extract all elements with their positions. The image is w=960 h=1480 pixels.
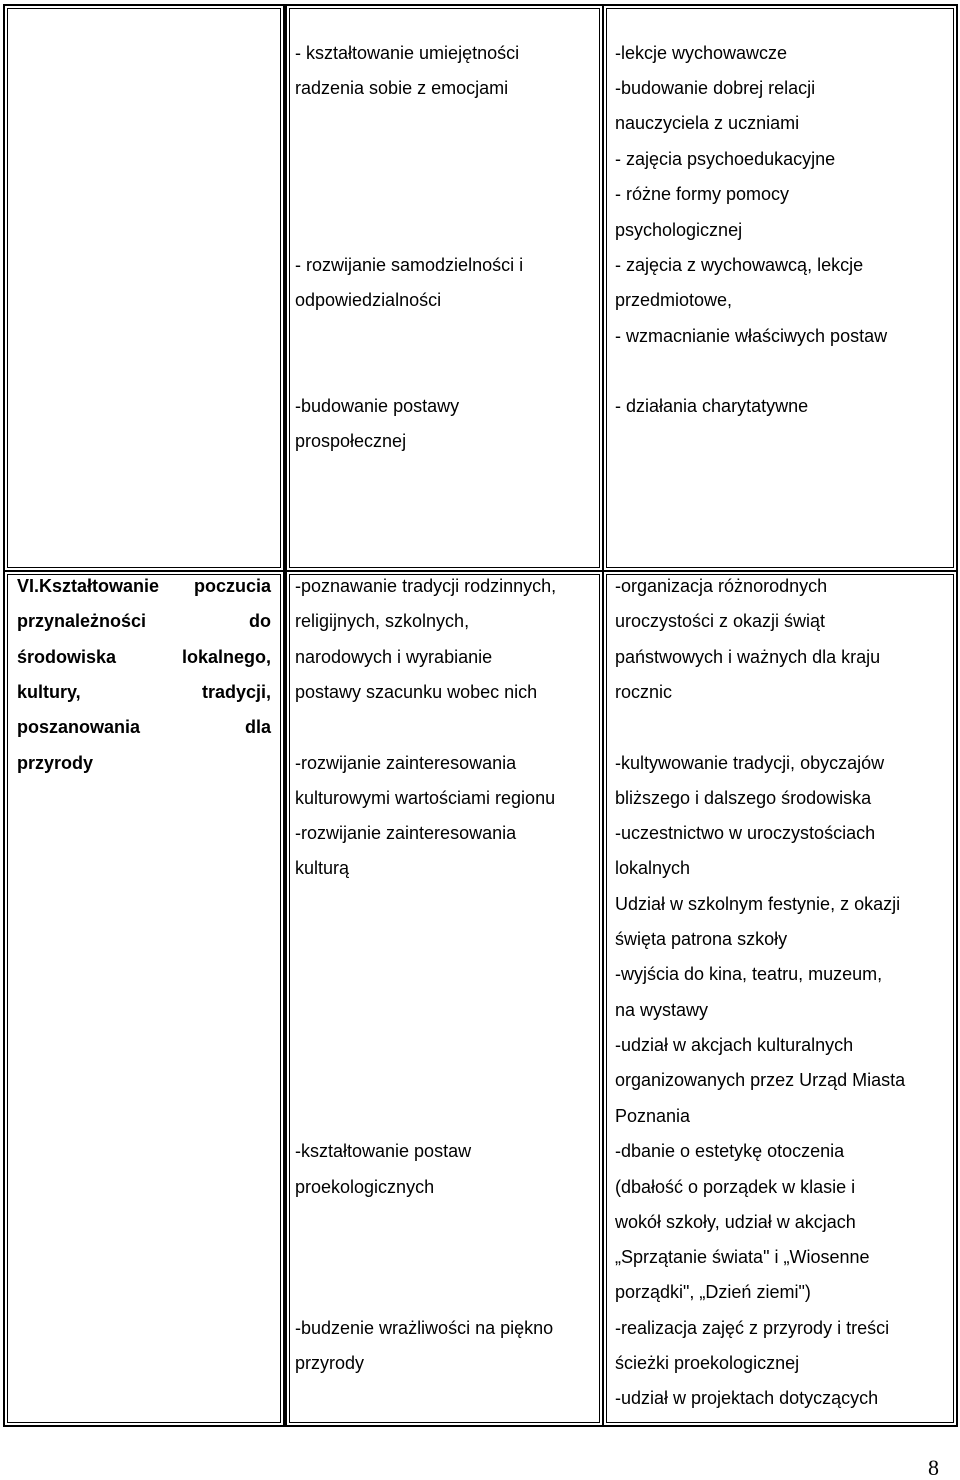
goal-line: narodowych i wyrabianie (295, 647, 493, 667)
action-line: (dbałość o porządek w klasie i (615, 1177, 856, 1197)
action-line: -organizacja różnorodnych (615, 576, 828, 596)
action-line: nauczyciela z uczniami (615, 113, 800, 133)
area-heading-line: przyrody (17, 753, 94, 773)
area-heading-line: przynależności do (17, 611, 271, 631)
goal-line: -poznawanie tradycji rodzinnych, (295, 576, 557, 596)
action-line: - różne formy pomocy (615, 184, 790, 204)
action-line: - zajęcia psychoedukacyjne (615, 149, 836, 169)
action-line: - działania charytatywne (615, 396, 809, 416)
action-line: organizowanych przez Urząd Miasta (615, 1070, 906, 1090)
action-line: psychologicznej (615, 220, 743, 240)
goal-line: proekologicznych (295, 1177, 435, 1197)
action-line: -lekcje wychowawcze (615, 43, 788, 63)
action-line: lokalnych (615, 858, 691, 878)
action-line: Poznania (615, 1106, 691, 1126)
goal-line: -rozwijanie zainteresowania (295, 753, 517, 773)
page-number: 8 (928, 1455, 939, 1480)
goal-line: kulturą (295, 858, 350, 878)
goal-line: przyrody (295, 1353, 365, 1373)
goal-line: prospołecznej (295, 431, 407, 451)
goal-line: - rozwijanie samodzielności i (295, 255, 524, 275)
action-line: porządki", „Dzień ziemi") (615, 1282, 811, 1302)
area-heading-line: poszanowania dla (17, 717, 271, 737)
action-line: -wyjścia do kina, teatru, muzeum, (615, 964, 883, 984)
action-line: -dbanie o estetykę otoczenia (615, 1141, 845, 1161)
action-line: państwowych i ważnych dla kraju (615, 647, 881, 667)
goal-line: kulturowymi wartościami regionu (295, 788, 556, 808)
goal-line: radzenia sobie z emocjami (295, 78, 509, 98)
goal-line: - kształtowanie umiejętności (295, 43, 520, 63)
action-line: -udział w akcjach kulturalnych (615, 1035, 854, 1055)
action-line: uroczystości z okazji świąt (615, 611, 826, 631)
action-line: na wystawy (615, 1000, 709, 1020)
goal-line: -kształtowanie postaw (295, 1141, 472, 1161)
action-line: -budowanie dobrej relacji (615, 78, 816, 98)
action-line: święta patrona szkoły (615, 929, 788, 949)
action-line: „Sprzątanie świata" i „Wiosenne (615, 1247, 870, 1267)
action-line: rocznic (615, 682, 673, 702)
action-line: bliższego i dalszego środowiska (615, 788, 872, 808)
area-heading-line: kultury, tradycji, (17, 682, 271, 702)
action-line: -udział w projektach dotyczących (615, 1388, 879, 1408)
action-line: -uczestnictwo w uroczystościach (615, 823, 876, 843)
goal-line: -budzenie wrażliwości na piękno (295, 1318, 554, 1338)
action-line: -realizacja zajęć z przyrody i treści (615, 1318, 890, 1338)
action-line: - zajęcia z wychowawcą, lekcje (615, 255, 864, 275)
action-line: -kultywowanie tradycji, obyczajów (615, 753, 885, 773)
action-line: ścieżki proekologicznej (615, 1353, 800, 1373)
table-cell-r1-c1 (3, 4, 285, 572)
goal-line: -budowanie postawy (295, 396, 460, 416)
goal-line: religijnych, szkolnych, (295, 611, 470, 631)
goal-line: -rozwijanie zainteresowania (295, 823, 517, 843)
area-heading-line: VI.Kształtowanie poczucia (17, 576, 271, 596)
action-line: przedmiotowe, (615, 290, 733, 310)
goal-line: postawy szacunku wobec nich (295, 682, 538, 702)
area-heading-line: środowiska lokalnego, (17, 647, 271, 667)
action-line: Udział w szkolnym festynie, z okazji (615, 894, 901, 914)
goal-line: odpowiedzialności (295, 290, 442, 310)
action-line: - wzmacnianie właściwych postaw (615, 326, 888, 346)
action-line: wokół szkoły, udział w akcjach (615, 1212, 856, 1232)
